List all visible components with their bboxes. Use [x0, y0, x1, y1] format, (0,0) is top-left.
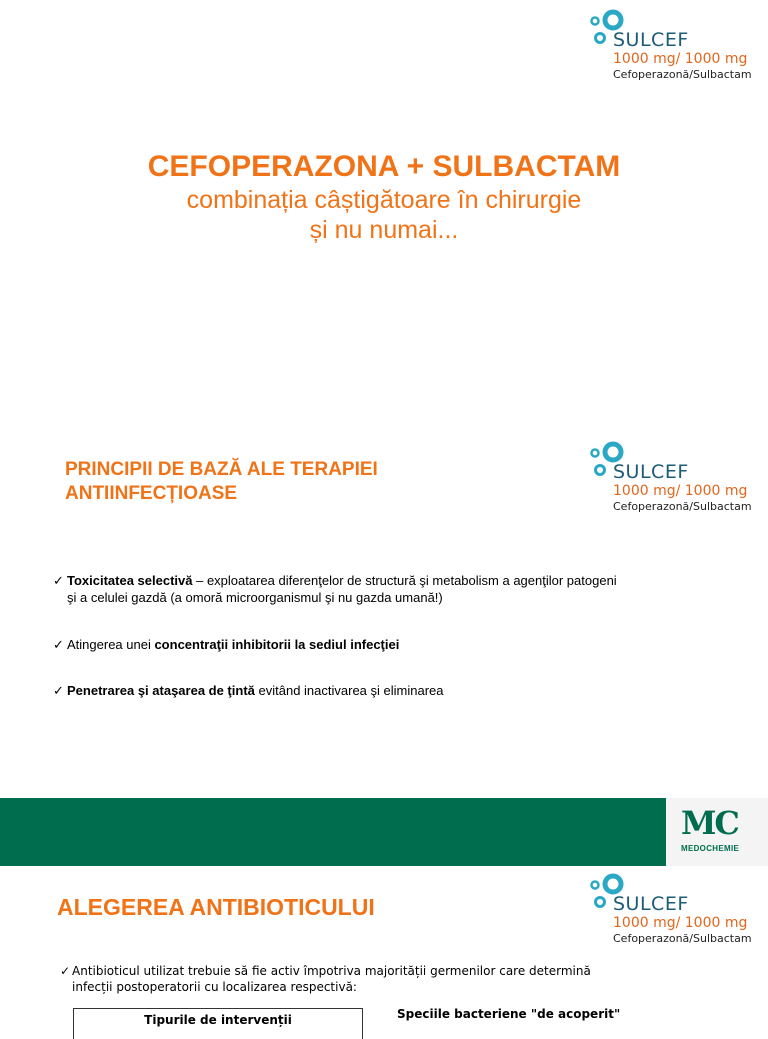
logo-dose: 1000 mg/ 1000 mg	[613, 915, 748, 931]
logo-generic: Cefoperazonă/Sulbactam	[613, 500, 752, 513]
section-title	[65, 458, 378, 506]
sulcef-logo	[586, 8, 766, 98]
bullet-bold: concentraţii inhibitorii la sediul infecţiei	[154, 637, 400, 652]
logo-brand: SULCEF	[613, 461, 689, 483]
bullet-penetration	[53, 682, 444, 699]
bullet-inhibitory-concentration	[53, 636, 399, 653]
header-bar	[0, 798, 666, 866]
logo-brand: SULCEF	[613, 29, 689, 51]
bullet-continuation: şi a celulei gazdă (a omoră microorganismul şi nu gazda umană!)	[67, 590, 443, 605]
bullet-selective-toxicity	[53, 572, 617, 606]
bullet-line1: Antibioticul utilizat trebuie să fie activ împotriva majorității germenilor care determină	[72, 964, 591, 978]
check-icon: ✓	[53, 637, 64, 652]
check-icon: ✓	[53, 573, 64, 588]
title-slide	[0, 0, 768, 410]
sulcef-logo	[586, 440, 766, 530]
section-title-line1: PRINCIPII DE BAZĂ ALE TERAPIEI	[65, 459, 378, 480]
bullet-text: – exploatarea diferenţelor de structură şi metabolism a agenţilor patogeni	[192, 573, 617, 588]
logo-generic: Cefoperazonă/Sulbactam	[613, 68, 752, 81]
slide-subtitle-line2: și nu numai...	[309, 216, 459, 244]
slide-title: CEFOPERAZONA + SULBACTAM	[147, 150, 621, 183]
sulcef-logo	[586, 872, 766, 962]
table-header: Tipurile de intervenții	[144, 1013, 292, 1027]
bullet-line2: infecții postoperatorii cu localizarea respectivă:	[72, 980, 357, 994]
section-title: ALEGEREA ANTIBIOTICULUI	[57, 894, 375, 920]
antibiotic-choice-slide	[0, 798, 768, 1027]
bullet-text: Atingerea unei	[67, 637, 155, 652]
check-icon: ✓	[60, 964, 71, 978]
bullet-bold: Penetrarea şi ataşarea de ţintă	[67, 683, 255, 698]
logo-dose: 1000 mg/ 1000 mg	[613, 483, 748, 499]
logo-generic: Cefoperazonă/Sulbactam	[613, 932, 752, 945]
logo-brand: SULCEF	[613, 893, 689, 915]
medochemie-logo-name: MEDOCHEMIE	[681, 844, 740, 853]
check-icon: ✓	[53, 683, 64, 698]
medochemie-logo-letters: MC	[681, 804, 738, 842]
principles-slide	[0, 410, 768, 798]
bullet-antibiotic-activity	[60, 963, 660, 995]
bullet-text: evitând inactivarea şi eliminarea	[254, 683, 444, 698]
logo-dose: 1000 mg/ 1000 mg	[613, 51, 748, 67]
species-header: Speciile bacteriene "de acoperit"	[397, 1007, 621, 1021]
medochemie-logo	[666, 798, 768, 866]
slide-subtitle-line1: combinația câștigătoare în chirurgie	[186, 186, 582, 214]
section-title-line2: ANTIINFECȚIOASE	[65, 483, 238, 504]
bullet-bold: Toxicitatea selectivă	[67, 573, 193, 588]
